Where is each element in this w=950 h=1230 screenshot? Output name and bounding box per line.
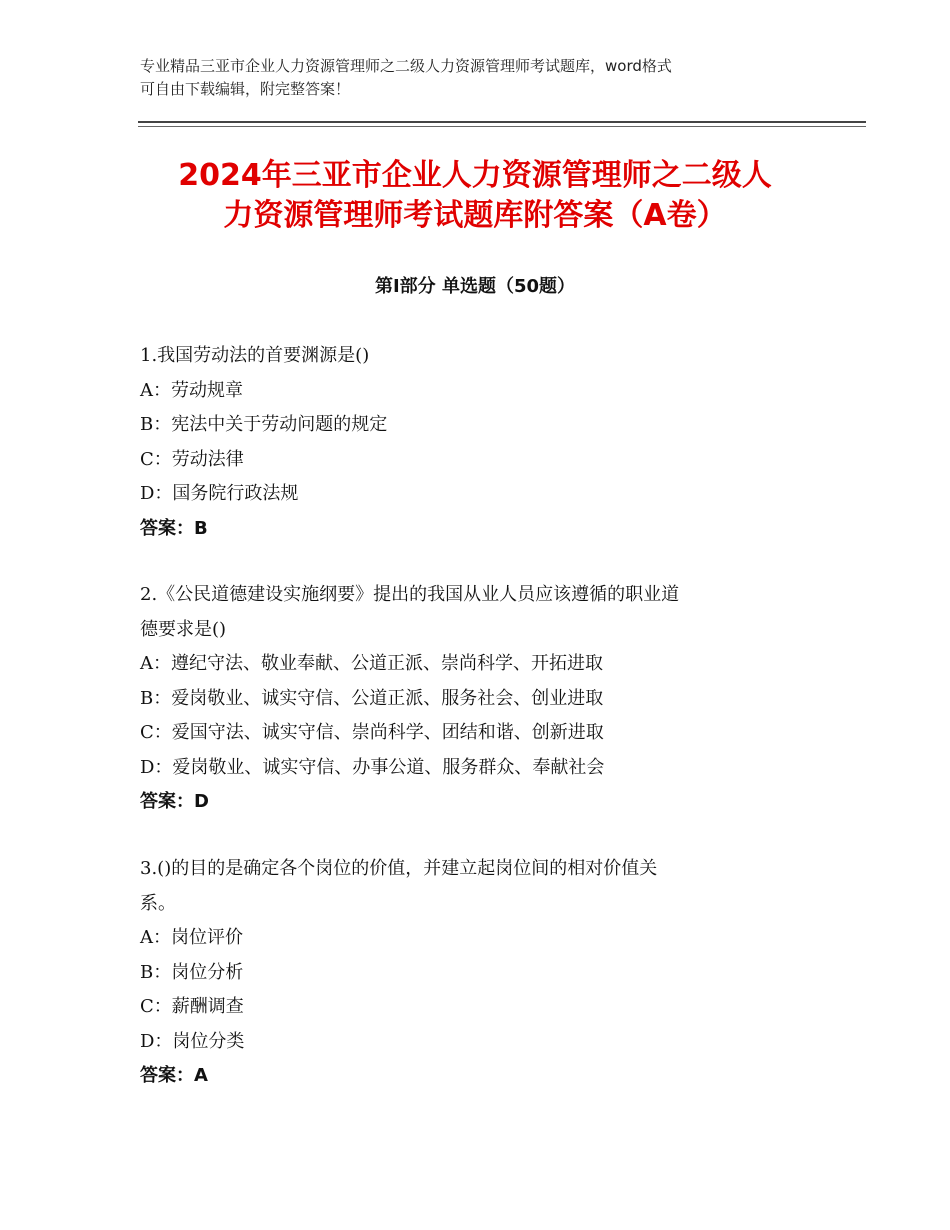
document-header <box>140 55 820 101</box>
title-line-2: 力资源管理师考试题库附答案（A卷） <box>223 198 727 233</box>
option-a: A：遵纪守法、敬业奉献、公道正派、崇尚科学、开拓进取 <box>140 653 603 674</box>
question-block <box>140 852 820 1094</box>
question-text: 1.我国劳动法的首要渊源是() <box>140 345 370 366</box>
question-text-line-1: 3.()的目的是确定各个岗位的价值，并建立起岗位间的相对价值关 <box>140 858 658 879</box>
question-text-line-2: 系。 <box>140 892 176 914</box>
header-line-2: 可自由下载编辑，附完整答案！ <box>140 80 351 98</box>
option-a: A：岗位评价 <box>140 927 243 948</box>
option-c: C：薪酬调查 <box>140 996 244 1017</box>
question-text-line-1: 2.《公民道德建设实施纲要》提出的我国从业人员应该遵循的职业道 <box>140 584 680 605</box>
option-b: B：爱岗敬业、诚实守信、公道正派、服务社会、创业进取 <box>140 687 604 709</box>
option-d: D：岗位分类 <box>140 1030 245 1052</box>
option-d: D：爱岗敬业、诚实守信、办事公道、服务群众、奉献社会 <box>140 756 605 778</box>
header-divider-thick <box>138 121 866 123</box>
option-d: D：国务院行政法规 <box>140 483 299 504</box>
question-text-line-2: 德要求是() <box>140 618 227 640</box>
option-c: C：劳动法律 <box>140 448 244 470</box>
option-b: B：岗位分析 <box>140 961 244 983</box>
answer-text: 答案：D <box>140 791 209 812</box>
document-title <box>110 156 840 236</box>
title-line-1: 2024年三亚市企业人力资源管理师之二级人 <box>178 158 772 193</box>
option-c: C：爱国守法、诚实守信、崇尚科学、团结和谐、创新进取 <box>140 722 604 743</box>
question-block <box>140 339 820 546</box>
section-heading: 第Ⅰ部分 单选题（50题） <box>374 276 575 297</box>
question-block <box>140 578 820 820</box>
answer-text: 答案：A <box>140 1065 208 1086</box>
answer-text: 答案：B <box>140 517 208 539</box>
header-line-1: 专业精品三亚市企业人力资源管理师之二级人力资源管理师考试题库，word格式 <box>140 57 672 75</box>
header-divider-thin <box>138 126 866 127</box>
option-a: A：劳动规章 <box>140 379 243 401</box>
option-b: B：宪法中关于劳动问题的规定 <box>140 414 388 435</box>
